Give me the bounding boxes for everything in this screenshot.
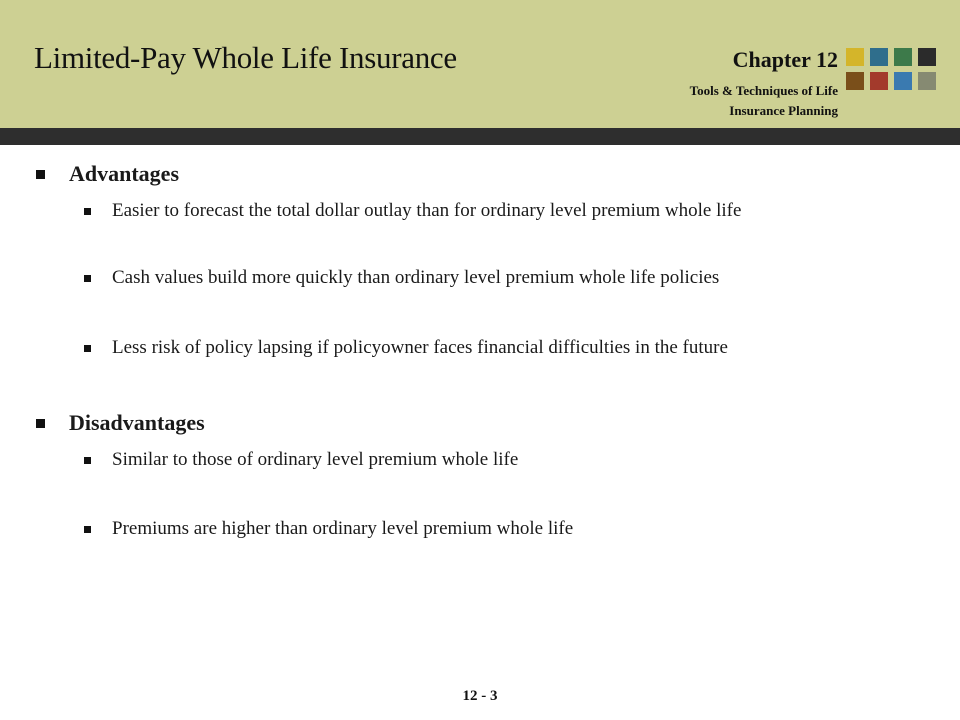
chapter-label: Chapter 12 bbox=[732, 47, 838, 72]
advantage-item-1 bbox=[84, 200, 741, 222]
square-bullet-icon bbox=[84, 208, 91, 215]
section-heading-text: Disadvantages bbox=[69, 410, 205, 435]
square-bullet-icon bbox=[84, 275, 91, 282]
list-item-text: Easier to forecast the total dollar outlay than for ordinary level premium whole life bbox=[112, 200, 742, 221]
section-heading-advantages bbox=[36, 161, 179, 187]
list-item-text: Premiums are higher than ordinary level premium whole life bbox=[112, 518, 574, 539]
section-heading-text: Advantages bbox=[69, 161, 180, 186]
list-item-text: Similar to those of ordinary level premium whole life bbox=[112, 449, 519, 470]
chapter-subtitle-line-1: Tools & Techniques of Life bbox=[689, 83, 838, 98]
slide-title: Limited-Pay Whole Life Insurance bbox=[34, 40, 457, 75]
list-item-text: Cash values build more quickly than ordinary level premium whole life policies bbox=[112, 267, 720, 288]
advantage-item-2 bbox=[84, 267, 719, 289]
section-heading-disadvantages bbox=[36, 410, 205, 436]
square-bullet-icon bbox=[36, 170, 45, 179]
square-bullet-icon bbox=[36, 419, 45, 428]
disadvantage-item-2 bbox=[84, 518, 573, 540]
disadvantage-item-1 bbox=[84, 449, 518, 471]
chapter-subtitle-line-2: Insurance Planning bbox=[729, 103, 838, 118]
page-number: 12 - 3 bbox=[462, 688, 498, 704]
list-item-text: Less risk of policy lapsing if policyowner faces financial difficulties in the future bbox=[112, 337, 728, 358]
advantage-item-3 bbox=[84, 337, 728, 359]
square-bullet-icon bbox=[84, 345, 91, 352]
square-bullet-icon bbox=[84, 457, 91, 464]
square-bullet-icon bbox=[84, 526, 91, 533]
